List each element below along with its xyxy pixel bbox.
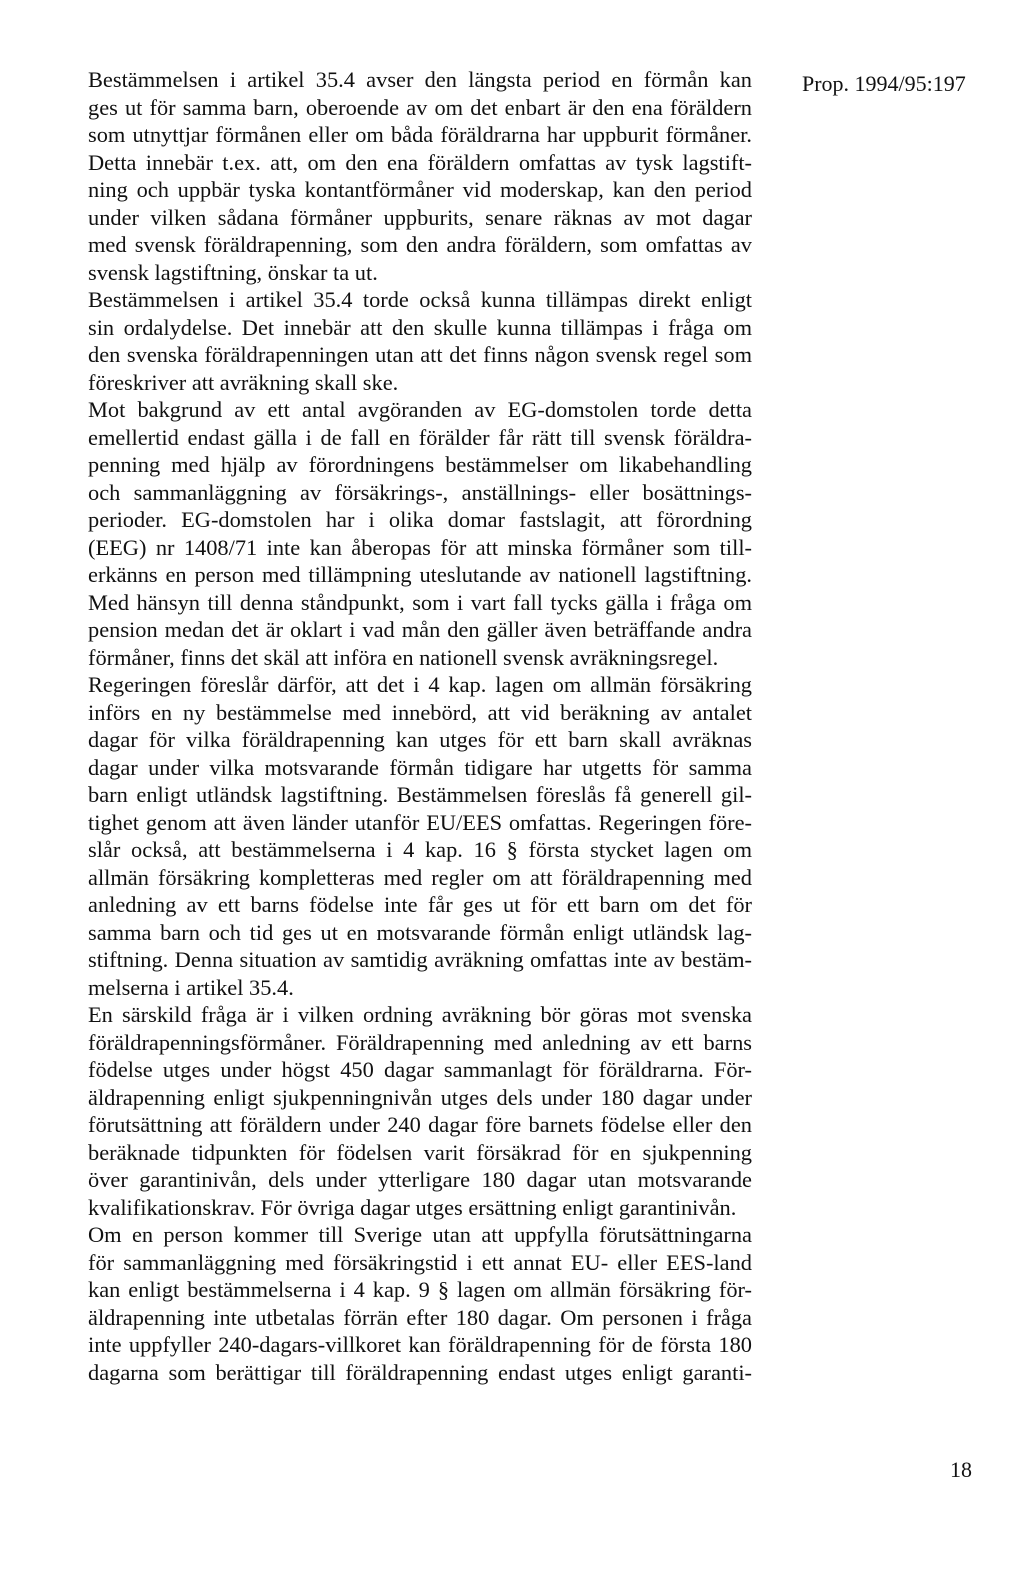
text-line: penning med hjälp av förordningens bestämmelser om likabehandling xyxy=(88,452,752,477)
text-line: Bestämmelsen i artikel 35.4 avser den längsta period en förmån kan xyxy=(88,67,752,92)
text-line: den svenska föräldrapenningen utan att det finns någon svensk regel som xyxy=(88,342,752,367)
text-line: beräknade tidpunkten för födelsen varit försäkrad för en sjukpenning xyxy=(88,1139,752,1165)
text-line: förutsättning att föräldern under 240 dagar före barnets födelse eller den xyxy=(88,1112,752,1137)
text-line: Regeringen föreslår därför, att det i 4 kap. lagen om allmän försäkring xyxy=(88,672,752,697)
text-line: samma barn och tid ges ut en motsvarande förmån enligt utländsk lag- xyxy=(88,919,752,945)
text-line: (EEG) nr 1408/71 inte kan åberopas för att minska förmåner som till- xyxy=(88,534,752,560)
text-line: och sammanläggning av försäkrings-, anställnings- eller bosättnings- xyxy=(88,479,752,505)
text-line: föräldrapenningsförmåner. Föräldrapenning med anledning av ett barns xyxy=(88,1029,752,1055)
text-line: äldrapenning enligt sjukpenningnivån utges dels under 180 dagar under xyxy=(88,1084,752,1110)
text-line: kan enligt bestämmelserna i 4 kap. 9 § lagen om allmän försäkring för- xyxy=(88,1277,752,1302)
paragraph xyxy=(88,286,752,396)
text-line: dagar för vilka föräldrapenning kan utges för ett barn skall avräknas xyxy=(88,727,752,752)
text-line: födelse utges under högst 450 dagar sammanlagt för föräldrarna. För- xyxy=(88,1057,752,1082)
text-line: pension medan det är oklart i vad mån den gäller även beträffande andra xyxy=(88,617,752,642)
text-line: barn enligt utländsk lagstiftning. Bestämmelsen föreslås få generell gil- xyxy=(88,782,752,807)
text-line: som utnyttjar förmånen eller om båda föräldrarna har uppburit förmåner. xyxy=(88,122,752,147)
text-line: emellertid endast gälla i de fall en förälder får rätt till svensk föräldra- xyxy=(88,424,752,450)
body-text xyxy=(88,66,752,1386)
text-line: dagar under vilka motsvarande förmån tidigare har utgetts för samma xyxy=(88,754,752,780)
text-line: kvalifikationskrav. För övriga dagar utges ersättning enligt garantinivån. xyxy=(88,1194,737,1220)
text-line: med svensk föräldrapenning, som den andra föräldern, som omfattas av xyxy=(88,232,752,257)
text-line: erkänns en person med tillämpning uteslutande av nationell lagstiftning. xyxy=(88,562,752,587)
text-line: melserna i artikel 35.4. xyxy=(88,974,294,1000)
proposition-reference: Prop. 1994/95:197 xyxy=(802,71,966,96)
text-line: perioder. EG-domstolen har i olika domar fastslagit, att förordning xyxy=(88,507,752,532)
text-line: Med hänsyn till denna ståndpunkt, som i vart fall tycks gälla i fråga om xyxy=(88,589,752,615)
paragraph xyxy=(88,671,752,1001)
text-line: Bestämmelsen i artikel 35.4 torde också kunna tillämpas direkt enligt xyxy=(88,287,752,312)
text-line: för sammanläggning med försäkringstid i ett annat EU- eller EES-land xyxy=(88,1249,752,1275)
text-line: svensk lagstiftning, önskar ta ut. xyxy=(88,259,378,285)
text-line: under vilken sådana förmåner uppburits, senare räknas av mot dagar xyxy=(88,204,752,230)
paragraph xyxy=(88,66,752,286)
text-line: förmåner, finns det skäl att införa en nationell svensk avräkningsregel. xyxy=(88,644,719,670)
text-line: stiftning. Denna situation av samtidig avräkning omfattas inte av bestäm- xyxy=(88,947,752,972)
text-line: ning och uppbär tyska kontantförmåner vid moderskap, kan den period xyxy=(88,177,752,202)
text-line: slår också, att bestämmelserna i 4 kap. 16 § första stycket lagen om xyxy=(88,837,752,862)
text-line: tighet genom att även länder utanför EU/EES omfattas. Regeringen före- xyxy=(88,809,752,835)
paragraph xyxy=(88,1221,752,1386)
text-line: inte uppfyller 240-dagars-villkoret kan föräldrapenning för de första 180 xyxy=(88,1332,752,1357)
text-line: införs en ny bestämmelse med innebörd, att vid beräkning av antalet xyxy=(88,699,752,725)
text-line: allmän försäkring kompletteras med regler om att föräldrapenning med xyxy=(88,864,752,890)
text-line: dagarna som berättigar till föräldrapenning endast utges enligt garanti- xyxy=(88,1359,752,1385)
text-line: Detta innebär t.ex. att, om den ena föräldern omfattas av tysk lagstift- xyxy=(88,149,752,175)
text-line: sin ordalydelse. Det innebär att den skulle kunna tillämpas i fråga om xyxy=(88,314,752,340)
text-line: äldrapenning inte utbetalas förrän efter 180 dagar. Om personen i fråga xyxy=(88,1304,752,1330)
text-line: Om en person kommer till Sverige utan att uppfylla förutsättningarna xyxy=(88,1222,752,1247)
text-line: ges ut för samma barn, oberoende av om det enbart är den ena föräldern xyxy=(88,94,752,120)
text-line: En särskild fråga är i vilken ordning avräkning bör göras mot svenska xyxy=(88,1002,752,1027)
text-line: Mot bakgrund av ett antal avgöranden av EG-domstolen torde detta xyxy=(88,397,752,422)
text-line: föreskriver att avräkning skall ske. xyxy=(88,369,399,395)
page-number: 18 xyxy=(950,1457,972,1482)
text-line: anledning av ett barns födelse inte får ges ut för ett barn om det för xyxy=(88,892,752,917)
paragraph xyxy=(88,1001,752,1221)
paragraph xyxy=(88,396,752,671)
text-line: över garantinivån, dels under ytterligare 180 dagar utan motsvarande xyxy=(88,1167,752,1192)
